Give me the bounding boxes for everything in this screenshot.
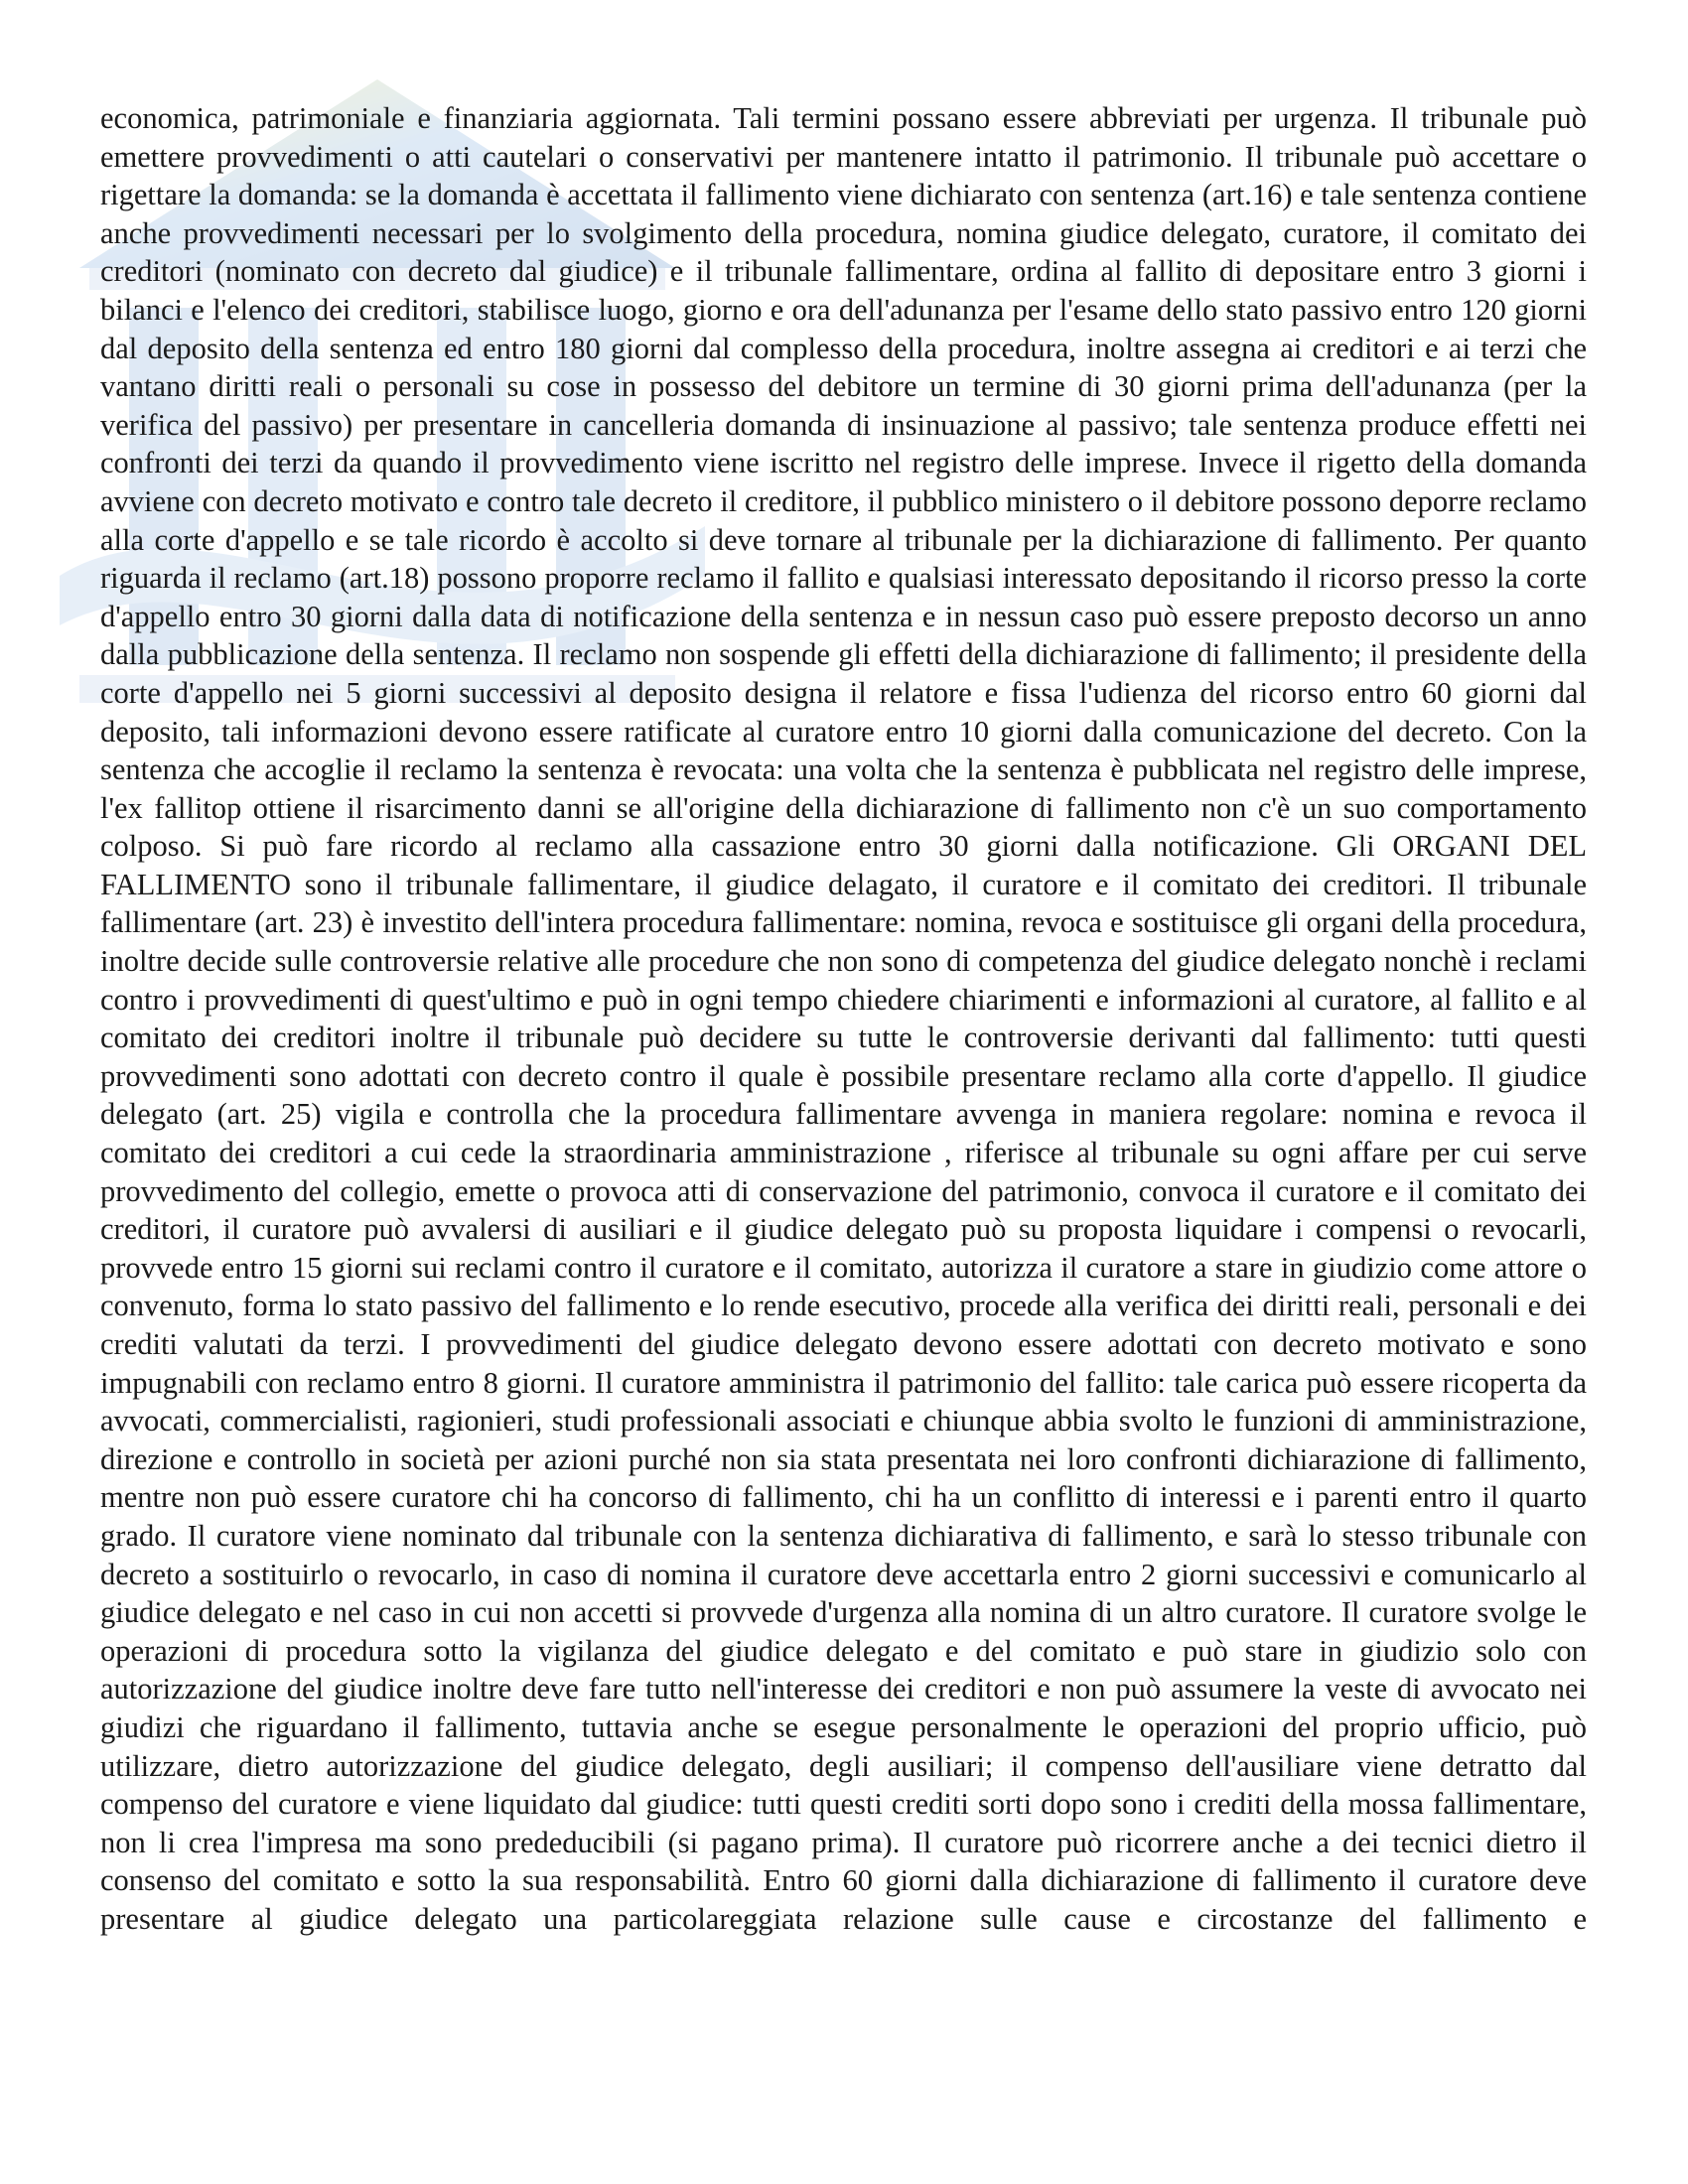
- body-paragraph: economica, patrimoniale e finanziaria aggiornata. Tali termini possano essere abbreviati per urgenza. Il tribunale può emettere provvedimenti o atti cautelari o conservativi per mantenere intatto il patrimonio. Il tribunale può accettare o rigettare la domanda: se la domanda è accettata il fallimento viene dichiarato con sentenza (art.16) e tale sentenza contiene anche provvedimenti necessari per lo svolgimento della procedura, nomina giudice delegato, curatore, il comitato dei creditori (nominato con decreto dal giudice) e il tribunale fallimentare, ordina al fallito di depositare entro 3 giorni i bilanci e l'elenco dei creditori, stabilisce luogo, giorno e ora dell'adunanza per l'esame dello stato passivo entro 120 giorni dal deposito della sentenza ed entro 180 giorni dal complesso della procedura, inoltre assegna ai creditori e ai terzi che vantano diritti reali o personali su cose in possesso del debitore un termine di 30 giorni prima dell'adunanza (per la verifica del passivo) per presentare in cancelleria domanda di insinuazione al passivo; tale sentenza produce effetti nei confronti dei terzi da quando il provvedimento viene iscritto nel registro delle imprese. Invece il rigetto della domanda avviene con decreto motivato e contro tale decreto il creditore, il pubblico ministero o il debitore possono deporre reclamo alla corte d'appello e se tale ricordo è accolto si deve tornare al tribunale per la dichiarazione di fallimento. Per quanto riguarda il reclamo (art.18) possono proporre reclamo il fallito e qualsiasi interessato depositando il ricorso presso la corte d'appello entro 30 giorni dalla data di notificazione della sentenza e in nessun caso può essere preposto decorso un anno dalla pubblicazione della sentenza. Il reclamo non sospende gli effetti della dichiarazione di fallimento; il presidente della corte d'appello nei 5 giorni successivi al deposito designa il relatore e fissa l'udienza del ricorso entro 60 giorni dal deposito, tali informazioni devono essere ratificate al curatore entro 10 giorni dalla comunicazione del decreto. Con la sentenza che accoglie il reclamo la sentenza è revocata: una volta che la sentenza è pubblicata nel registro delle imprese, l'ex fallitop ottiene il risarcimento danni se all'origine della dichiarazione di fallimento non c'è un suo comportamento colposo. Si può fare ricordo al reclamo alla cassazione entro 30 giorni dalla notificazione. Gli ORGANI DEL FALLIMENTO sono il tribunale fallimentare, il giudice delagato, il curatore e il comitato dei creditori. Il tribunale fallimentare (art. 23) è investito dell'intera procedura fallimentare: nomina, revoca e sostituisce gli organi della procedura, inoltre decide sulle controversie relative alle procedure che non sono di competenza del giudice delegato nonchè i reclami contro i provvedimenti di quest'ultimo e può in ogni tempo chiedere chiarimenti e informazioni al curatore, al fallito e al comitato dei creditori inoltre il tribunale può decidere su tutte le controversie derivanti dal fallimento: tutti questi provvedimenti sono adottati con decreto contro il quale è possibile presentare reclamo alla corte d'appello. Il giudice delegato (art. 25) vigila e controlla che la procedura fallimentare avvenga in maniera regolare: nomina e revoca il comitato dei creditori a cui cede la straordinaria amministrazione , riferisce al tribunale su ogni affare per cui serve provvedimento del collegio, emette o provoca atti di conservazione del patrimonio, convoca il curatore e il comitato dei creditori, il curatore può avvalersi di ausiliari e il giudice delegato può su proposta liquidare i compensi o revocarli, provvede entro 15 giorni sui reclami contro il curatore e il comitato, autorizza il curatore a stare in giudizio come attore o convenuto, forma lo stato passivo del fallimento e lo rende esecutivo, procede alla verifica dei diritti reali, personali e dei crediti valutati da terzi. I provvedimenti del giudice delegato devono essere adottati con decreto motivato e sono impugnabili con reclamo entro 8 giorni. Il curatore amministra il patrimonio del fallito: tale carica può essere ricoperta da avvocati, commercialisti, ragionieri, studi professionali associati e chiunque abbia svolto le funzioni di amministrazione, direzione e controllo in società per azioni purché non sia stata presentata nei loro confronti dichiarazione di fallimento, mentre non può essere curatore chi ha concorso di fallimento, chi ha un conflitto di interessi e i parenti entro il quarto grado. Il curatore viene nominato dal tribunale con la sentenza dichiarativa di fallimento, e sarà lo stesso tribunale con decreto a sostituirlo o revocarlo, in caso di nomina il curatore deve accettarla entro 2 giorni successivi e comunicarlo al giudice delegato e nel caso in cui non accetti si provvede d'urgenza alla nomina di un altro curatore. Il curatore svolge le operazioni di procedura sotto la vigilanza del giudice delegato e del comitato e può stare in giudizio solo con autorizzazione del giudice inoltre deve fare tutto nell'interesse dei creditori e non può assumere la veste di avvocato nei giudizi che riguardano il fallimento, tuttavia anche se esegue personalmente le operazioni del proprio ufficio, può utilizzare, dietro autorizzazione del giudice delegato, degli ausiliari; il compenso dell'ausiliare viene detratto dal compenso del curatore e viene liquidato dal giudice: tutti questi crediti sorti dopo sono i crediti della mossa fallimentare, non li crea l'impresa ma sono prededucibili (si pagano prima). Il curatore può ricorrere anche a dei tecnici dietro il consenso del comitato e sotto la sua responsabilità. Entro 60 giorni dalla dichiarazione di fallimento il curatore deve presentare al giudice delegato una particolareggiata relazione sulle cause e circostanze del fallimento e: [100, 101, 1587, 1936]
